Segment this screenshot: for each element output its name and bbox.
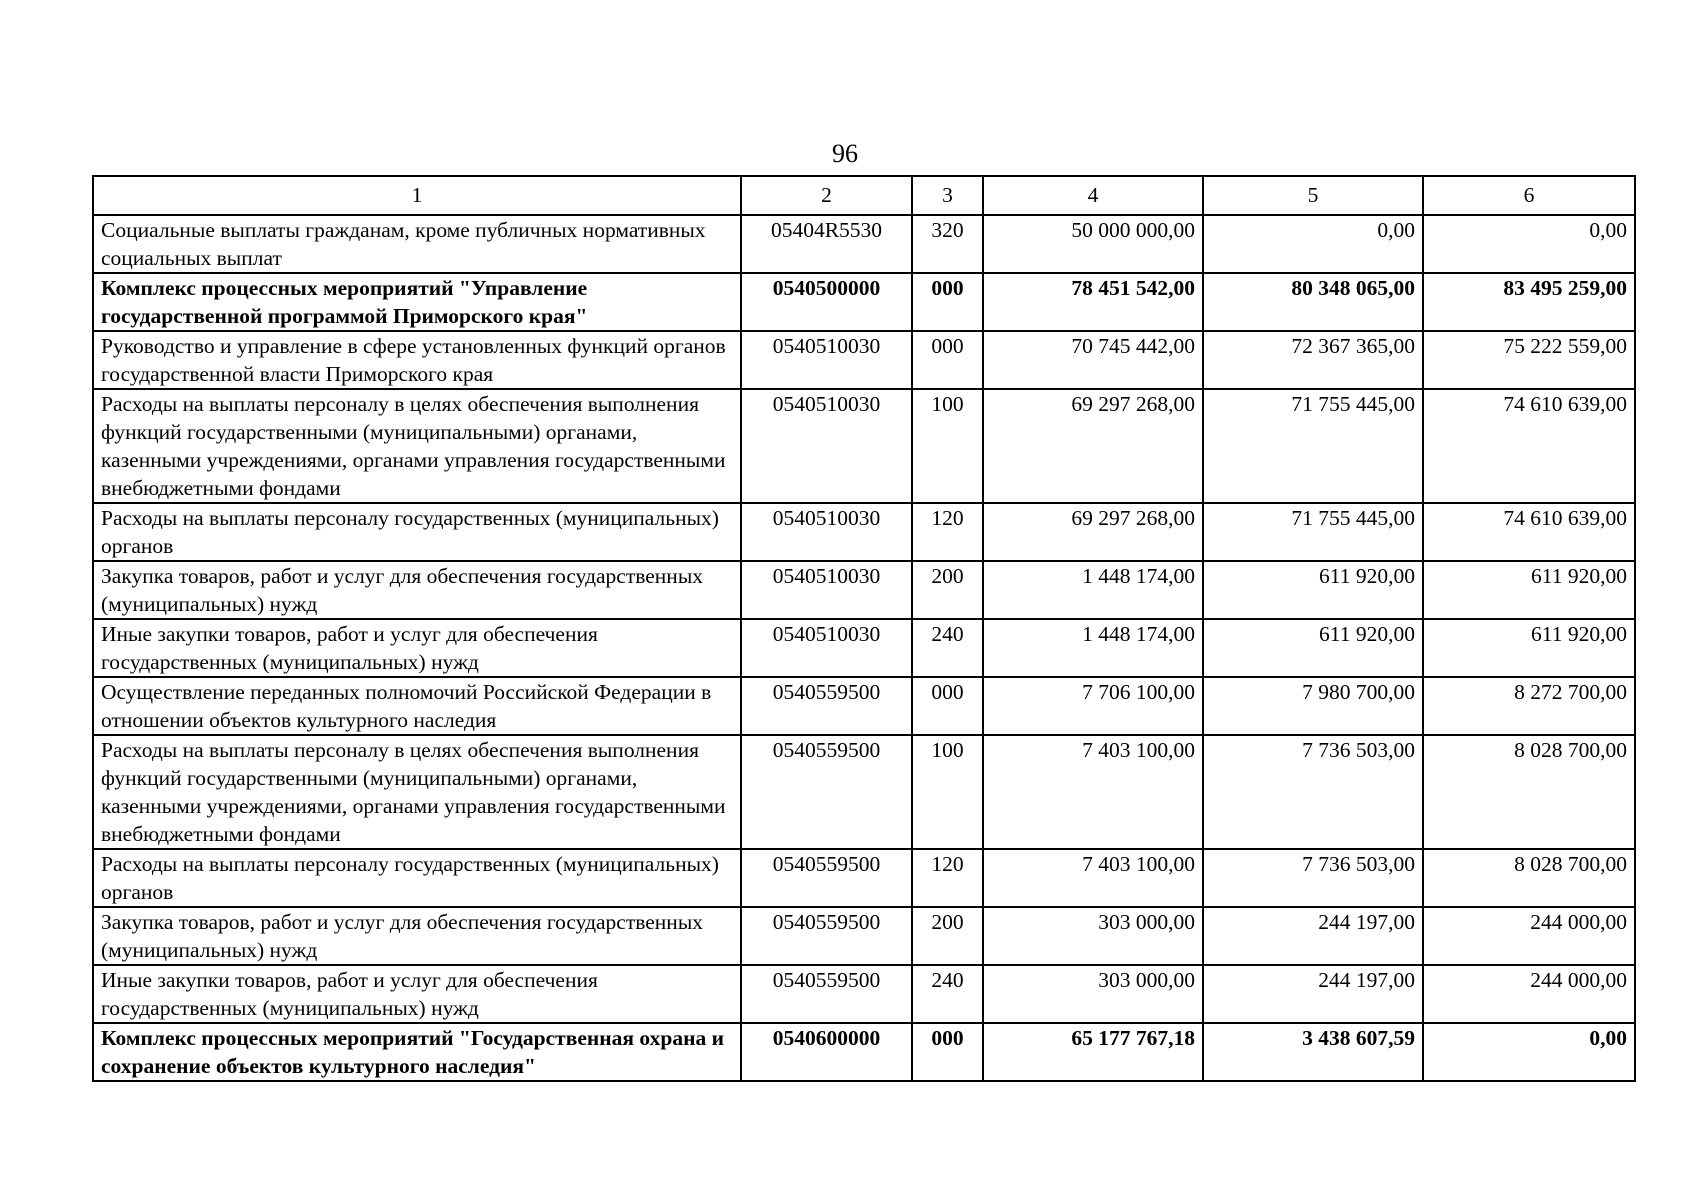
- row-amount-col5: 0,00: [1203, 215, 1423, 273]
- header-cell-6: 6: [1423, 176, 1635, 215]
- header-cell-3: 3: [912, 176, 983, 215]
- table-row: [93, 849, 1635, 907]
- row-code-cell: 0540559500: [741, 735, 912, 849]
- row-name-cell: Закупка товаров, работ и услуг для обеспечения государственных (муниципальных) нужд: [93, 561, 741, 619]
- row-type-cell: 100: [912, 735, 983, 849]
- row-amount-col6: 74 610 639,00: [1423, 389, 1635, 503]
- row-amount-col4: 303 000,00: [983, 965, 1203, 1023]
- row-amount-col4: 7 403 100,00: [983, 735, 1203, 849]
- row-amount-col4: 7 706 100,00: [983, 677, 1203, 735]
- row-code-cell: 0540510030: [741, 331, 912, 389]
- row-amount-col6: 8 028 700,00: [1423, 735, 1635, 849]
- table-row: [93, 389, 1635, 503]
- row-amount-col5: 7 980 700,00: [1203, 677, 1423, 735]
- table-row: [93, 561, 1635, 619]
- row-amount-col5: 71 755 445,00: [1203, 389, 1423, 503]
- row-amount-col4: 1 448 174,00: [983, 561, 1203, 619]
- row-amount-col4: 69 297 268,00: [983, 389, 1203, 503]
- row-name-cell: Расходы на выплаты персоналу государственных (муниципальных) органов: [93, 503, 741, 561]
- row-amount-col5: 244 197,00: [1203, 965, 1423, 1023]
- row-amount-col4: 1 448 174,00: [983, 619, 1203, 677]
- row-type-cell: 000: [912, 273, 983, 331]
- row-amount-col5: 611 920,00: [1203, 619, 1423, 677]
- row-code-cell: 05404R5530: [741, 215, 912, 273]
- row-code-cell: 0540559500: [741, 965, 912, 1023]
- row-amount-col5: 71 755 445,00: [1203, 503, 1423, 561]
- table-row: [93, 503, 1635, 561]
- row-amount-col6: 83 495 259,00: [1423, 273, 1635, 331]
- header-cell-1: 1: [93, 176, 741, 215]
- row-code-cell: 0540500000: [741, 273, 912, 331]
- row-amount-col6: 8 028 700,00: [1423, 849, 1635, 907]
- row-amount-col5: 7 736 503,00: [1203, 849, 1423, 907]
- page-number: 96: [832, 139, 858, 168]
- row-type-cell: 240: [912, 619, 983, 677]
- table-body: [93, 176, 1635, 1081]
- row-name-cell: Расходы на выплаты персоналу в целях обеспечения выполнения функций государственными (муниципальными) органами, казенными учреждениями, органами управления государственными внебюджетными фондами: [93, 735, 741, 849]
- row-type-cell: 120: [912, 503, 983, 561]
- row-type-cell: 120: [912, 849, 983, 907]
- row-amount-col6: 611 920,00: [1423, 561, 1635, 619]
- row-name-cell: Комплекс процессных мероприятий "Государственная охрана и сохранение объектов культурного наследия": [93, 1023, 741, 1081]
- header-row: [93, 176, 1635, 215]
- row-code-cell: 0540559500: [741, 849, 912, 907]
- row-amount-col5: 3 438 607,59: [1203, 1023, 1423, 1081]
- row-amount-col6: 74 610 639,00: [1423, 503, 1635, 561]
- row-amount-col5: 7 736 503,00: [1203, 735, 1423, 849]
- row-name-cell: Социальные выплаты гражданам, кроме публичных нормативных социальных выплат: [93, 215, 741, 273]
- table-row: [93, 273, 1635, 331]
- row-name-cell: Иные закупки товаров, работ и услуг для обеспечения государственных (муниципальных) нужд: [93, 619, 741, 677]
- row-amount-col6: 75 222 559,00: [1423, 331, 1635, 389]
- table-row: [93, 1023, 1635, 1081]
- header-cell-4: 4: [983, 176, 1203, 215]
- table-row: [93, 965, 1635, 1023]
- row-type-cell: 000: [912, 677, 983, 735]
- row-type-cell: 320: [912, 215, 983, 273]
- budget-table: [92, 175, 1636, 1082]
- row-type-cell: 000: [912, 331, 983, 389]
- row-amount-col6: 611 920,00: [1423, 619, 1635, 677]
- row-type-cell: 200: [912, 907, 983, 965]
- row-amount-col4: 303 000,00: [983, 907, 1203, 965]
- table-row: [93, 907, 1635, 965]
- row-amount-col4: 65 177 767,18: [983, 1023, 1203, 1081]
- row-name-cell: Осуществление переданных полномочий Российской Федерации в отношении объектов культурного наследия: [93, 677, 741, 735]
- row-code-cell: 0540600000: [741, 1023, 912, 1081]
- row-code-cell: 0540510030: [741, 503, 912, 561]
- row-code-cell: 0540559500: [741, 677, 912, 735]
- row-code-cell: 0540510030: [741, 619, 912, 677]
- row-amount-col6: 244 000,00: [1423, 907, 1635, 965]
- row-amount-col6: 0,00: [1423, 1023, 1635, 1081]
- row-amount-col4: 7 403 100,00: [983, 849, 1203, 907]
- row-code-cell: 0540510030: [741, 561, 912, 619]
- table-row: [93, 735, 1635, 849]
- row-amount-col4: 70 745 442,00: [983, 331, 1203, 389]
- row-amount-col6: 0,00: [1423, 215, 1635, 273]
- row-type-cell: 200: [912, 561, 983, 619]
- row-amount-col5: 611 920,00: [1203, 561, 1423, 619]
- row-name-cell: Руководство и управление в сфере установленных функций органов государственной власти Приморского края: [93, 331, 741, 389]
- row-type-cell: 100: [912, 389, 983, 503]
- row-amount-col4: 50 000 000,00: [983, 215, 1203, 273]
- header-cell-2: 2: [741, 176, 912, 215]
- row-amount-col4: 78 451 542,00: [983, 273, 1203, 331]
- row-name-cell: Расходы на выплаты персоналу в целях обеспечения выполнения функций государственными (муниципальными) органами, казенными учреждениями, органами управления государственными внебюджетными фондами: [93, 389, 741, 503]
- row-name-cell: Закупка товаров, работ и услуг для обеспечения государственных (муниципальных) нужд: [93, 907, 741, 965]
- row-name-cell: Комплекс процессных мероприятий "Управление государственной программой Приморского края": [93, 273, 741, 331]
- header-cell-5: 5: [1203, 176, 1423, 215]
- table-row: [93, 331, 1635, 389]
- row-amount-col4: 69 297 268,00: [983, 503, 1203, 561]
- table-row: [93, 215, 1635, 273]
- row-code-cell: 0540559500: [741, 907, 912, 965]
- row-name-cell: Иные закупки товаров, работ и услуг для обеспечения государственных (муниципальных) нужд: [93, 965, 741, 1023]
- row-type-cell: 240: [912, 965, 983, 1023]
- row-amount-col6: 8 272 700,00: [1423, 677, 1635, 735]
- row-amount-col5: 244 197,00: [1203, 907, 1423, 965]
- row-amount-col5: 80 348 065,00: [1203, 273, 1423, 331]
- row-name-cell: Расходы на выплаты персоналу государственных (муниципальных) органов: [93, 849, 741, 907]
- table-row: [93, 677, 1635, 735]
- row-code-cell: 0540510030: [741, 389, 912, 503]
- row-type-cell: 000: [912, 1023, 983, 1081]
- row-amount-col6: 244 000,00: [1423, 965, 1635, 1023]
- row-amount-col5: 72 367 365,00: [1203, 331, 1423, 389]
- table-row: [93, 619, 1635, 677]
